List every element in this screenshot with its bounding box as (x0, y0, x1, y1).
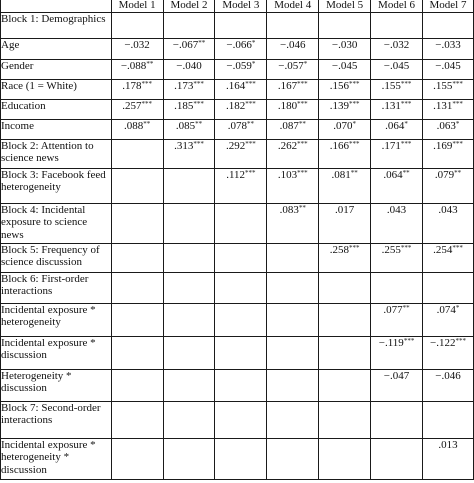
significance-stars: ** (298, 119, 306, 128)
header-model-4: Model 4 (267, 0, 319, 12)
coefficient-value: .164 (225, 79, 246, 92)
coefficient-cell (371, 99, 423, 119)
coefficient-value: −.047 (383, 369, 410, 382)
significance-stars: * (455, 303, 460, 312)
coefficient-value: −.030 (331, 38, 358, 51)
coefficient-cell (111, 203, 163, 243)
coefficient-value: .043 (438, 203, 458, 216)
coefficient-cell (371, 369, 423, 401)
table-row (1, 79, 474, 99)
coefficient-cell (215, 303, 267, 336)
significance-stars: *** (452, 79, 463, 88)
header-model-3: Model 3 (215, 0, 267, 12)
coefficient-cell (319, 59, 371, 79)
coefficient-cell (111, 59, 163, 79)
coefficient-cell (111, 139, 163, 168)
significance-stars: *** (455, 336, 466, 345)
significance-stars: *** (349, 99, 360, 108)
coefficient-cell (371, 438, 423, 479)
significance-stars: * (303, 59, 308, 68)
table-row (1, 401, 474, 438)
coefficient-cell (111, 168, 163, 203)
coefficient-cell (267, 438, 319, 479)
table-row (1, 272, 474, 303)
coefficient-value: .079 (434, 168, 455, 181)
coefficient-cell (111, 38, 163, 59)
coefficient-value: .292 (225, 139, 246, 152)
header-model-1: Model 1 (111, 0, 163, 12)
coefficient-cell (163, 12, 215, 38)
significance-stars: *** (349, 243, 360, 252)
row-label: Block 6: First-order interactions (1, 272, 112, 303)
coefficient-cell (215, 336, 267, 369)
coefficient-value: .185 (174, 99, 194, 112)
significance-stars: *** (349, 79, 360, 88)
significance-stars: * (251, 59, 256, 68)
coefficient-value: .078 (227, 119, 247, 132)
significance-stars: * (251, 38, 256, 47)
coefficient-value: .085 (175, 119, 196, 132)
row-label: Heterogeneity * discussion (1, 369, 112, 401)
coefficient-value: .083 (279, 203, 299, 216)
coefficient-value: −.040 (176, 59, 202, 72)
coefficient-value: −.045 (331, 59, 358, 72)
row-label: Block 4: Incidental exposure to science news (1, 203, 112, 243)
coefficient-cell (371, 203, 423, 243)
significance-stars: *** (297, 139, 308, 148)
significance-stars: *** (452, 243, 463, 252)
coefficient-cell (422, 243, 473, 272)
coefficient-value: .074 (436, 303, 456, 316)
coefficient-value: −.033 (435, 38, 461, 51)
significance-stars: *** (297, 168, 308, 177)
coefficient-cell (163, 401, 215, 438)
coefficient-cell (215, 59, 267, 79)
coefficient-value: .155 (381, 79, 401, 92)
coefficient-cell (319, 79, 371, 99)
coefficient-cell (371, 272, 423, 303)
coefficient-cell (371, 168, 423, 203)
significance-stars: *** (400, 139, 412, 148)
coefficient-cell (371, 12, 423, 38)
row-label: Block 5: Frequency of science discussion (1, 243, 112, 272)
coefficient-cell (422, 303, 473, 336)
coefficient-cell (215, 12, 267, 38)
coefficient-cell (319, 12, 371, 38)
coefficient-cell (111, 243, 163, 272)
coefficient-cell (267, 168, 319, 203)
significance-stars: *** (245, 99, 256, 108)
row-label: Incidental exposure * discussion (1, 336, 112, 369)
coefficient-cell (215, 119, 267, 139)
significance-stars: * (455, 119, 460, 128)
row-label: Gender (1, 59, 112, 79)
coefficient-cell (111, 336, 163, 369)
coefficient-cell (215, 79, 267, 99)
coefficient-cell (267, 59, 319, 79)
coefficient-cell (267, 203, 319, 243)
header-model-5: Model 5 (319, 0, 371, 12)
coefficient-cell (215, 139, 267, 168)
coefficient-cell (267, 119, 319, 139)
coefficient-cell (111, 303, 163, 336)
significance-stars: *** (141, 79, 152, 88)
significance-stars: ** (143, 119, 151, 128)
coefficient-cell (319, 369, 371, 401)
coefficient-cell (215, 38, 267, 59)
significance-stars: * (404, 119, 408, 128)
coefficient-value: .013 (438, 438, 458, 451)
coefficient-cell (215, 401, 267, 438)
coefficient-cell (319, 243, 371, 272)
coefficient-cell (422, 272, 473, 303)
significance-stars: *** (349, 139, 360, 148)
coefficient-value: .257 (122, 99, 142, 112)
row-label: Incidental exposure * heterogeneity * discussion (1, 438, 112, 479)
coefficient-value: .088 (123, 119, 144, 132)
significance-stars: *** (452, 99, 463, 108)
coefficient-cell (371, 139, 423, 168)
header-model-2: Model 2 (163, 0, 215, 12)
coefficient-cell (163, 168, 215, 203)
significance-stars: *** (245, 168, 256, 177)
coefficient-cell (319, 203, 371, 243)
coefficient-cell (215, 243, 267, 272)
table-row (1, 119, 474, 139)
coefficient-value: −.059 (226, 59, 252, 72)
coefficient-value: .043 (386, 203, 407, 216)
row-label: Block 3: Facebook feed heterogeneity (1, 168, 112, 203)
coefficient-cell (319, 336, 371, 369)
significance-stars: * (352, 119, 357, 128)
significance-stars: *** (193, 99, 204, 108)
coefficient-value: .182 (225, 99, 246, 112)
coefficient-cell (163, 139, 215, 168)
coefficient-value: −.067 (172, 38, 199, 51)
coefficient-cell (319, 438, 371, 479)
significance-stars: ** (198, 38, 206, 47)
coefficient-value: −.046 (435, 369, 461, 382)
coefficient-cell (163, 243, 215, 272)
coefficient-cell (215, 168, 267, 203)
coefficient-cell (422, 79, 473, 99)
coefficient-value: .169 (433, 139, 453, 152)
coefficient-cell (371, 401, 423, 438)
coefficient-value: −.088 (120, 59, 147, 72)
significance-stars: *** (297, 79, 308, 88)
coefficient-cell (163, 79, 215, 99)
coefficient-value: .180 (277, 99, 298, 112)
coefficient-cell (215, 203, 267, 243)
coefficient-cell (422, 203, 473, 243)
coefficient-value: .166 (329, 139, 350, 152)
table-row (1, 99, 474, 119)
coefficient-cell (319, 38, 371, 59)
table-body (1, 12, 474, 479)
coefficient-value: .064 (383, 168, 403, 181)
coefficient-cell (215, 272, 267, 303)
coefficient-value: .258 (329, 243, 350, 256)
coefficient-cell (111, 99, 163, 119)
coefficient-value: .063 (436, 119, 456, 132)
row-label: Education (1, 99, 112, 119)
significance-stars: ** (350, 168, 358, 177)
coefficient-cell (371, 243, 423, 272)
coefficient-cell (422, 369, 473, 401)
coefficient-value: .167 (277, 79, 298, 92)
significance-stars: *** (400, 99, 412, 108)
coefficient-cell (267, 79, 319, 99)
coefficient-value: −.119 (378, 336, 404, 349)
coefficient-cell (422, 336, 473, 369)
coefficient-value: −.122 (430, 336, 456, 349)
table-row (1, 12, 474, 38)
row-label: Block 1: Demographics (1, 12, 112, 38)
coefficient-cell (267, 303, 319, 336)
significance-stars: *** (193, 79, 204, 88)
coefficient-cell (111, 438, 163, 479)
coefficient-value: .262 (277, 139, 298, 152)
coefficient-cell (111, 401, 163, 438)
coefficient-cell (267, 38, 319, 59)
coefficient-cell (111, 272, 163, 303)
header-model-7: Model 7 (422, 0, 473, 12)
coefficient-value: .156 (329, 79, 350, 92)
coefficient-cell (163, 369, 215, 401)
coefficient-cell (371, 119, 423, 139)
significance-stars: *** (141, 99, 152, 108)
coefficient-cell (163, 119, 215, 139)
coefficient-cell (422, 38, 473, 59)
coefficient-cell (163, 38, 215, 59)
coefficient-cell (111, 369, 163, 401)
coefficient-cell (267, 243, 319, 272)
coefficient-cell (422, 401, 473, 438)
coefficient-value: .171 (381, 139, 401, 152)
coefficient-value: .081 (331, 168, 351, 181)
coefficient-cell (319, 99, 371, 119)
coefficient-value: .255 (381, 243, 401, 256)
significance-stars: ** (195, 119, 203, 128)
coefficient-cell (215, 369, 267, 401)
header-model-6: Model 6 (371, 0, 423, 12)
coefficient-value: .077 (383, 303, 403, 316)
significance-stars: ** (298, 203, 306, 212)
coefficient-value: .017 (335, 203, 355, 216)
row-label: Incidental exposure * heterogeneity (1, 303, 112, 336)
coefficient-cell (371, 336, 423, 369)
coefficient-cell (422, 59, 473, 79)
coefficient-cell (111, 79, 163, 99)
coefficient-cell (371, 79, 423, 99)
coefficient-cell (111, 12, 163, 38)
header-row (1, 0, 474, 12)
significance-stars: *** (400, 243, 412, 252)
row-label: Age (1, 38, 112, 59)
significance-stars: *** (245, 79, 256, 88)
significance-stars: *** (403, 336, 415, 345)
coefficient-cell (422, 119, 473, 139)
table-row (1, 369, 474, 401)
coefficient-cell (163, 272, 215, 303)
coefficient-cell (319, 139, 371, 168)
table-row (1, 243, 474, 272)
coefficient-value: −.066 (226, 38, 252, 51)
coefficient-cell (319, 401, 371, 438)
coefficient-cell (422, 139, 473, 168)
coefficient-cell (422, 168, 473, 203)
coefficient-cell (319, 303, 371, 336)
coefficient-cell (371, 303, 423, 336)
significance-stars: ** (246, 119, 254, 128)
significance-stars: ** (454, 168, 462, 177)
coefficient-value: −.045 (435, 59, 461, 72)
coefficient-cell (319, 119, 371, 139)
coefficient-value: −.032 (383, 38, 410, 51)
coefficient-value: .254 (433, 243, 453, 256)
header-corner (1, 0, 112, 12)
row-label: Block 7: Second-order interactions (1, 401, 112, 438)
coefficient-cell (163, 303, 215, 336)
significance-stars: *** (245, 139, 256, 148)
coefficient-cell (267, 272, 319, 303)
coefficient-value: .103 (277, 168, 298, 181)
significance-stars: *** (297, 99, 308, 108)
coefficient-cell (111, 119, 163, 139)
coefficient-cell (163, 203, 215, 243)
coefficient-value: .173 (174, 79, 194, 92)
coefficient-value: .131 (433, 99, 453, 112)
coefficient-cell (319, 272, 371, 303)
coefficient-value: .155 (433, 79, 453, 92)
table-row (1, 203, 474, 243)
coefficient-cell (163, 438, 215, 479)
significance-stars: ** (146, 59, 154, 68)
table-row (1, 336, 474, 369)
significance-stars: ** (402, 168, 410, 177)
coefficient-cell (215, 438, 267, 479)
table-row (1, 139, 474, 168)
coefficient-value: −.045 (383, 59, 410, 72)
coefficient-value: −.057 (278, 59, 304, 72)
table-row (1, 38, 474, 59)
significance-stars: *** (452, 139, 463, 148)
table-row (1, 168, 474, 203)
coefficient-value: .139 (329, 99, 350, 112)
row-label: Block 2: Attention to science news (1, 139, 112, 168)
coefficient-value: −.032 (124, 38, 150, 51)
table-row (1, 438, 474, 479)
coefficient-value: .070 (333, 119, 353, 132)
row-label: Income (1, 119, 112, 139)
coefficient-cell (267, 401, 319, 438)
table-row (1, 59, 474, 79)
coefficient-cell (163, 59, 215, 79)
coefficient-cell (163, 336, 215, 369)
coefficient-cell (267, 336, 319, 369)
significance-stars: ** (402, 303, 410, 312)
coefficient-cell (371, 59, 423, 79)
coefficient-cell (215, 99, 267, 119)
significance-stars: *** (400, 79, 412, 88)
coefficient-cell (267, 12, 319, 38)
coefficient-cell (371, 38, 423, 59)
coefficient-cell (267, 139, 319, 168)
coefficient-value: −.046 (280, 38, 306, 51)
coefficient-value: .178 (122, 79, 142, 92)
coefficient-cell (422, 438, 473, 479)
coefficient-cell (267, 99, 319, 119)
coefficient-cell (267, 369, 319, 401)
table-row (1, 303, 474, 336)
coefficient-value: .313 (174, 139, 194, 152)
coefficient-value: .087 (279, 119, 299, 132)
coefficient-value: .112 (226, 168, 246, 181)
coefficient-value: .131 (381, 99, 401, 112)
coefficient-cell (319, 168, 371, 203)
coefficient-cell (422, 99, 473, 119)
row-label: Race (1 = White) (1, 79, 112, 99)
coefficient-value: .064 (385, 119, 405, 132)
coefficient-cell (163, 99, 215, 119)
significance-stars: *** (193, 139, 204, 148)
coefficient-cell (422, 12, 473, 38)
